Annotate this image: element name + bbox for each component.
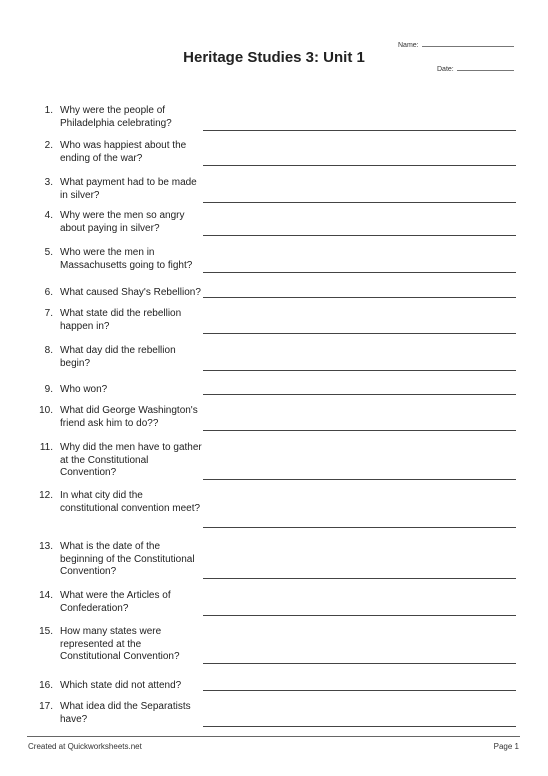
answer-line[interactable] <box>203 370 516 371</box>
answer-line[interactable] <box>203 430 516 431</box>
question-number: 5. <box>44 247 53 258</box>
answer-line[interactable] <box>203 726 516 727</box>
question-number: 12. <box>39 490 53 501</box>
question-number: 9. <box>44 384 53 395</box>
answer-line[interactable] <box>203 663 516 664</box>
footer-credit: Created at Quickworksheets.net <box>28 742 142 751</box>
question-number: 7. <box>44 308 53 319</box>
question-text: What payment had to be made in silver? <box>60 177 197 201</box>
question-number: 3. <box>44 177 53 188</box>
question-number: 1. <box>44 105 53 116</box>
question-number: 4. <box>44 210 53 221</box>
question-text: What state did the rebellion happen in? <box>60 308 182 332</box>
question-number: 16. <box>39 680 53 691</box>
question-text: Who was happiest about the ending of the war? <box>60 140 187 164</box>
question-number: 2. <box>44 140 53 151</box>
answer-line[interactable] <box>203 527 516 528</box>
question-text: What day did the rebellion begin? <box>60 345 176 369</box>
answer-line[interactable] <box>203 578 516 579</box>
date-label: Date: <box>437 66 454 73</box>
footer-divider <box>27 736 520 737</box>
footer-page-number: Page 1 <box>493 742 519 751</box>
answer-line[interactable] <box>203 272 516 273</box>
question-text: In what city did the constitutional convention meet? <box>60 490 201 514</box>
question-text: Why did the men have to gather at the Constitutional Convention? <box>60 442 202 478</box>
question-number: 13. <box>39 541 53 552</box>
name-blank-line[interactable] <box>422 40 514 47</box>
question-number: 8. <box>44 345 53 356</box>
question-number: 17. <box>39 701 53 712</box>
question-text: Who were the men in Massachusetts going to fight? <box>60 247 193 271</box>
question-text: What caused Shay's Rebellion? <box>60 287 201 298</box>
worksheet-title: Heritage Studies 3: Unit 1 <box>183 49 365 66</box>
question-text: What idea did the Separatists have? <box>60 701 191 725</box>
answer-line[interactable] <box>203 615 516 616</box>
question-text: Why were the men so angry about paying in silver? <box>60 210 185 234</box>
answer-line[interactable] <box>203 479 516 480</box>
question-number: 14. <box>39 590 53 601</box>
name-label: Name: <box>398 42 419 49</box>
question-text: What did George Washington's friend ask him to do?? <box>60 405 198 429</box>
answer-line[interactable] <box>203 333 516 334</box>
question-number: 15. <box>39 626 53 637</box>
answer-line[interactable] <box>203 165 516 166</box>
answer-line[interactable] <box>203 690 516 691</box>
question-text: Which state did not attend? <box>60 680 182 691</box>
question-number: 6. <box>44 287 53 298</box>
answer-line[interactable] <box>203 297 516 298</box>
question-text: What is the date of the beginning of the Constitutional Convention? <box>60 541 195 577</box>
answer-line[interactable] <box>203 202 516 203</box>
name-field[interactable] <box>398 40 514 49</box>
answer-line[interactable] <box>203 235 516 236</box>
question-number: 11. <box>39 442 53 453</box>
question-number: 10. <box>39 405 53 416</box>
answer-line[interactable] <box>203 394 516 395</box>
question-text: Who won? <box>60 384 108 395</box>
question-text: What were the Articles of Confederation? <box>60 590 171 614</box>
answer-line[interactable] <box>203 130 516 131</box>
question-text: How many states were represented at the Constitutional Convention? <box>60 626 180 662</box>
question-text: Why were the people of Philadelphia celebrating? <box>60 105 172 129</box>
